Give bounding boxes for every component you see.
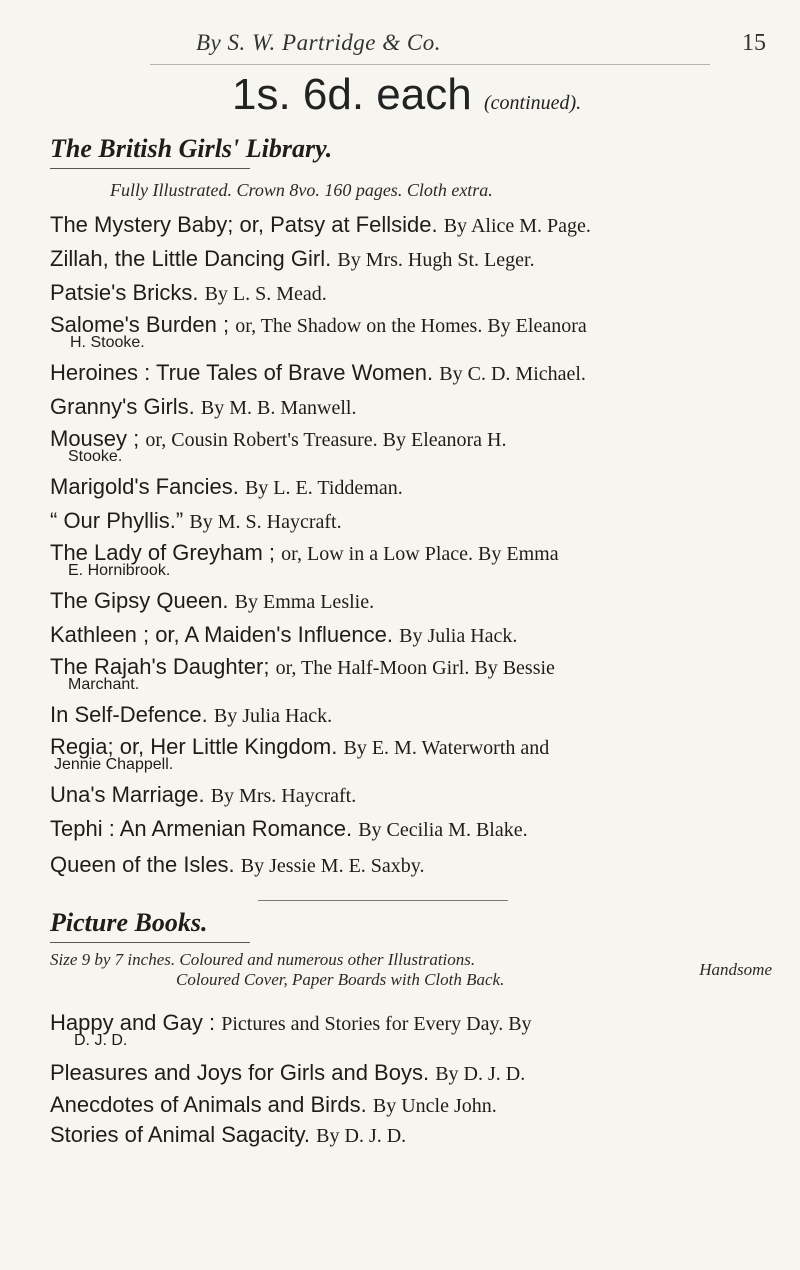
running-title: By S. W. Partridge & Co. [196,30,441,55]
book-entry: Queen of the Isles. By Jessie M. E. Saxby. [50,852,425,877]
header-rule [150,64,710,65]
book-entry: Mousey ; or, Cousin Robert's Treasure. By Eleanora H. Stooke. [50,426,507,465]
book-entry: Heroines : True Tales of Brave Women. By C. D. Michael. [50,360,586,385]
section-title-girls-library: The British Girls' Library. [50,134,333,163]
book-entry: Salome's Burden ; or, The Shadow on the Homes. By Eleanora H. Stooke. [50,312,587,351]
series-specification: Fully Illustrated. Crown 8vo. 160 pages. Cloth extra. [110,180,493,200]
section-rule [50,168,250,169]
picture-books-description: Size 9 by 7 inches. Coloured and numerous other Illustrations. Coloured Cover, Paper Boards with Cloth Back. Handsome [50,950,772,989]
book-entry: Una's Marriage. By Mrs. Haycraft. [50,782,357,807]
book-entry: Tephi : An Armenian Romance. By Cecilia M. Blake. [50,816,528,841]
book-entry: In Self-Defence. By Julia Hack. [50,702,333,727]
page-number: 15 [742,30,766,56]
section-rule [50,942,250,943]
book-entry: Regia; or, Her Little Kingdom. By E. M. Waterworth and Jennie Chappell. [50,734,550,773]
book-entry: Granny's Girls. By M. B. Manwell. [50,394,357,419]
section-divider [258,900,508,901]
book-entry: The Mystery Baby; or, Patsy at Fellside. By Alice M. Page. [50,212,591,237]
continued-note: (continued). [483,92,582,114]
book-entry: Patsie's Bricks. By L. S. Mead. [50,280,327,305]
book-entry: Happy and Gay : Pictures and Stories for Every Day. By D. J. D. [50,1010,532,1049]
book-entry: The Gipsy Queen. By Emma Leslie. [50,588,375,613]
book-entry: Anecdotes of Animals and Birds. By Uncle John. [50,1092,497,1117]
book-entry: “ Our Phyllis.” By M. S. Haycraft. [50,508,342,533]
book-entry: Pleasures and Joys for Girls and Boys. By D. J. D. [50,1060,526,1085]
book-entry: Kathleen ; or, A Maiden's Influence. By Julia Hack. [50,622,518,647]
price-label: 1s. 6d. each [232,70,472,119]
book-entry: Zillah, the Little Dancing Girl. By Mrs. Hugh St. Leger. [50,246,535,271]
price-heading [232,70,581,120]
book-entry: The Lady of Greyham ; or, Low in a Low Place. By Emma E. Hornibrook. [50,540,559,579]
section-title-picture-books: Picture Books. [50,908,208,937]
book-entry: Stories of Animal Sagacity. By D. J. D. [50,1122,407,1147]
book-entry: Marigold's Fancies. By L. E. Tiddeman. [50,474,403,499]
book-entry: The Rajah's Daughter; or, The Half-Moon Girl. By Bessie Marchant. [50,654,555,693]
